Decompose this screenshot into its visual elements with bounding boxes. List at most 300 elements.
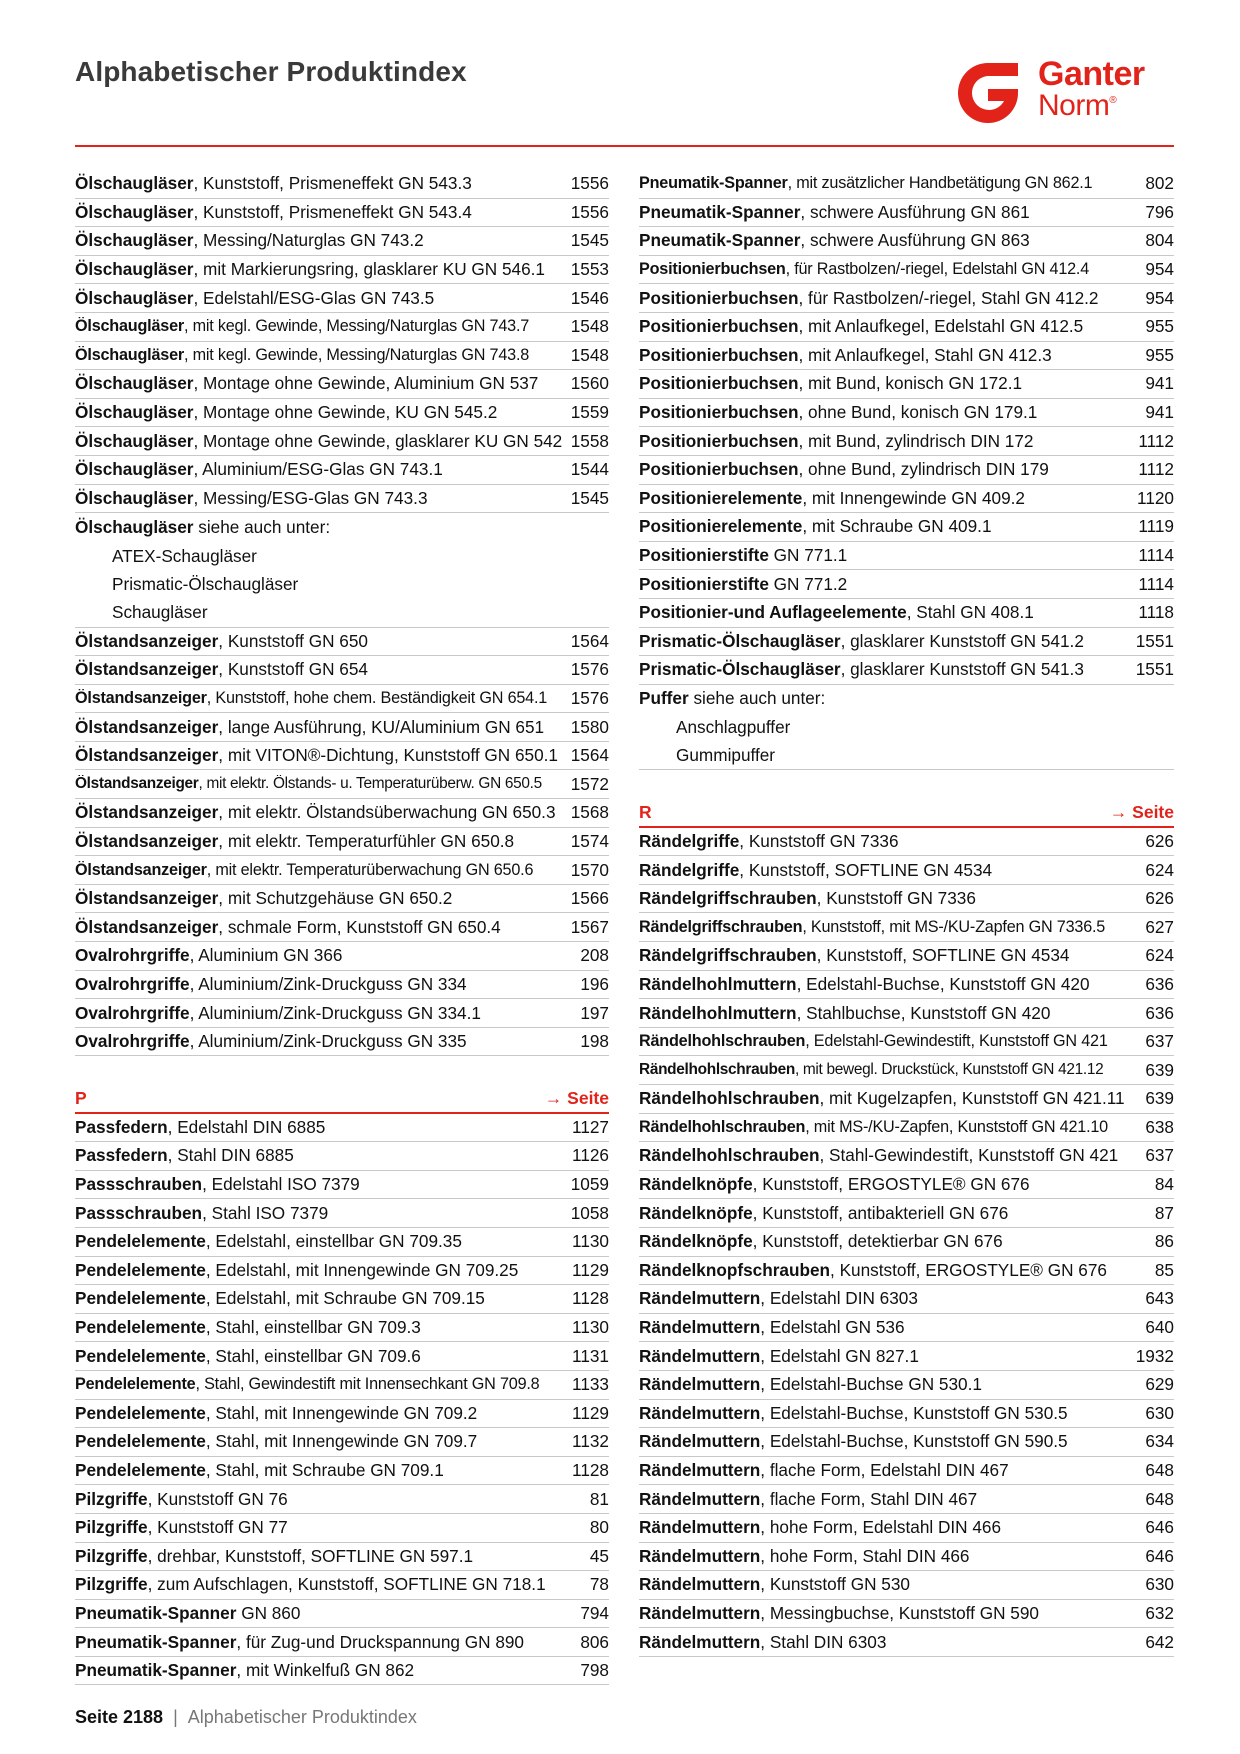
entry-text [639,974,1090,995]
entry-description: , mit kegl. Gewinde, Messing/Naturglas GN 743.8 [183,345,530,364]
index-entry [75,256,609,285]
entry-description: , Kunststoff GN 77 [147,1517,288,1538]
entry-text [75,831,514,852]
entry-keyword: Pneumatik-Spanner [639,201,801,222]
index-entry [75,770,609,799]
entry-description: , Edelstahl-Buchse, Kunststoff GN 590.5 [760,1431,1068,1452]
section-header-r [639,799,1174,828]
logo-registered-mark: ® [1109,95,1117,106]
index-entry [75,656,609,685]
entry-text [75,1517,288,1538]
entry-text [639,1088,1125,1109]
ganter-logo-icon [950,59,1026,127]
entry-text [639,1145,1118,1166]
entry-text [75,1660,414,1681]
entry-page-number: 802 [1145,173,1174,194]
entry-keyword: Pneumatik-Spanner [75,1602,237,1623]
entry-keyword: Pilzgriffe [75,1517,148,1538]
index-entry [639,828,1174,857]
entry-description: siehe auch unter: [193,516,331,537]
index-entry [639,1199,1174,1228]
brand-logo [950,55,1175,131]
entry-keyword: Positionier-und Auflageelemente [639,602,907,623]
index-entry [75,399,609,428]
entry-keyword: Ölstandsanzeiger [75,802,219,823]
logo-word-ganter: Ganter [1038,55,1145,93]
entry-text [75,202,472,223]
section-page-label: → Seite [544,1087,609,1108]
entry-page-number: 1128 [572,1288,609,1309]
entry-page-number: 1558 [570,430,609,451]
entry-page-number: 629 [1145,1374,1174,1395]
entry-page-number: 198 [580,1031,609,1052]
entry-keyword: Rändelmuttern [639,1374,761,1395]
entry-text [639,688,825,709]
entry-page-number: 1564 [570,630,609,651]
page-title: Alphabetischer Produktindex [75,56,467,87]
entry-text [639,1260,1107,1281]
entry-keyword: Rändelmuttern [639,1288,761,1309]
entry-description: , mit Innengewinde GN 409.2 [802,487,1025,508]
entry-text [75,1431,477,1452]
entry-text [639,945,1069,966]
entry-page-number: 626 [1145,830,1174,851]
entry-page-number: 648 [1145,1488,1174,1509]
entry-description: , Stahl DIN 6303 [760,1631,887,1652]
entry-description: ATEX-Schaugläser [112,545,257,566]
entry-text [639,1317,905,1338]
index-entry [75,1400,609,1429]
entry-description: , mit Bund, konisch GN 172.1 [798,373,1023,394]
entry-text [75,1460,444,1481]
entry-keyword: Positionierbuchsen [639,260,786,279]
entry-description: , Montage ohne Gewinde, Aluminium GN 537 [193,373,539,394]
index-entry [75,1028,609,1057]
entry-keyword: Ölstandsanzeiger [75,888,219,909]
index-entry [639,513,1174,542]
entry-description: , Messing/ESG-Glas GN 743.3 [193,487,428,508]
entry-keyword: Ölschaugläser [75,201,194,222]
entry-description: , Stahl DIN 6885 [167,1145,294,1166]
entry-description: , schmale Form, Kunststoff GN 650.4 [218,916,501,937]
entry-description: , Edelstahl-Buchse, Kunststoff GN 530.5 [760,1402,1068,1423]
index-entry [75,1199,609,1228]
entry-page-number: 80 [589,1517,609,1538]
entry-keyword: Rändelhohlschrauben [639,1117,806,1136]
entry-description: , Stahl, einstellbar GN 709.6 [205,1345,421,1366]
index-entry [639,1457,1174,1486]
entry-description: , mit MS-/KU-Zapfen, Kunststoff GN 421.10 [805,1117,1108,1136]
entry-keyword: Ölschaugläser [75,287,194,308]
entry-description: , Kunststoff, mit MS-/KU-Zapfen GN 7336.5 [802,917,1106,936]
entry-text [75,1203,328,1224]
entry-description: , für Rastbolzen/-riegel, Edelstahl GN 412.4 [785,260,1090,279]
entry-page-number: 646 [1145,1545,1174,1566]
entry-text [75,974,467,995]
index-entry [75,713,609,742]
entry-text [639,1061,1103,1079]
entry-page-number: 1129 [572,1259,609,1280]
entry-keyword: Rändelgriffe [639,859,740,880]
entry-text [75,631,368,652]
footer-page-number: Seite 2188 [75,1707,164,1727]
entry-description: , hohe Form, Edelstahl DIN 466 [760,1517,1002,1538]
entry-page-number: 796 [1145,201,1174,222]
section-page-label: → Seite [1109,801,1174,822]
index-entry [639,1285,1174,1314]
entry-description: , glasklarer Kunststoff GN 541.2 [840,630,1084,651]
entry-description: Gummipuffer [676,745,776,766]
entry-keyword: Rändelmuttern [639,1602,761,1623]
entry-page-number: 1132 [572,1431,609,1452]
see-also-item [639,713,1174,742]
entry-page-number: 1556 [570,173,609,194]
entry-text [75,459,443,480]
entry-page-number: 1567 [570,916,609,937]
entry-text [639,431,1034,452]
entry-keyword: Positionierstifte [639,573,769,594]
index-entry [75,227,609,256]
entry-keyword: Positionierbuchsen [639,430,799,451]
entry-description: , Kunststoff, SOFTLINE GN 4534 [739,859,993,880]
entry-text [639,545,847,566]
entry-page-number: 1576 [570,687,609,708]
index-entry [639,1056,1174,1085]
section-letter: P [75,1087,87,1108]
index-entry [639,1600,1174,1629]
section-letter: R [639,801,652,822]
entry-keyword: Pilzgriffe [75,1574,148,1595]
entry-description: Schaugläser [112,602,208,623]
entry-page-number: 639 [1145,1088,1174,1109]
entry-text [75,230,424,251]
entry-keyword: Ölstandsanzeiger [75,716,219,737]
entry-description: , Kunststoff, ERGOSTYLE® GN 676 [830,1259,1107,1280]
index-entry [639,856,1174,885]
index-entry [75,1285,609,1314]
entry-description: , mit elektr. Ölstandsüberwachung GN 650.3 [218,802,556,823]
entry-keyword: Rändelknöpfe [639,1174,753,1195]
header-rule [75,145,1174,147]
entry-page-number: 1551 [1135,659,1174,680]
entry-keyword: Pendelelemente [75,1317,206,1338]
entry-description: , Stahlbuchse, Kunststoff GN 420 [796,1002,1051,1023]
entry-text [75,1031,467,1052]
index-entry [639,456,1174,485]
entry-text [112,602,208,623]
index-entry [639,1571,1174,1600]
entry-description: , Kunststoff GN 7336 [816,888,976,909]
entry-description: , Aluminium/ESG-Glas GN 743.1 [193,459,443,480]
entry-text [75,1603,300,1624]
index-entry [75,485,609,514]
entry-description: , Edelstahl ISO 7379 [202,1174,360,1195]
entry-page-number: 639 [1145,1059,1174,1080]
entry-text [639,316,1083,337]
entry-text [676,745,775,766]
entry-keyword: Rändelknöpfe [639,1231,753,1252]
index-entry [639,313,1174,342]
entry-keyword: Rändelhohlschrauben [639,1088,820,1109]
entry-text [75,173,472,194]
entry-keyword: Positionierelemente [639,516,803,537]
index-entry [639,1228,1174,1257]
entry-page-number: 1545 [570,230,609,251]
entry-keyword: Ölstandsanzeiger [75,630,219,651]
entry-description: , Edelstahl GN 536 [760,1317,905,1338]
entry-description: , mit elektr. Ölstands- u. Temperaturüberw. GN 650.5 [198,775,542,793]
entry-text [75,1288,485,1309]
entry-keyword: Rändelmuttern [639,1460,761,1481]
entry-page-number: 1546 [570,287,609,308]
index-entry [75,1228,609,1257]
entry-text [75,1375,539,1394]
entry-text [639,1403,1068,1424]
entry-text [639,1118,1108,1137]
entry-text [75,1260,518,1281]
index-entry [639,1171,1174,1200]
entry-page-number: 1574 [570,830,609,851]
entry-text [75,861,533,880]
entry-text [639,516,992,537]
entry-description: , mit Anlaufkegel, Edelstahl GN 412.5 [798,316,1084,337]
entry-keyword: Passschrauben [75,1202,203,1223]
entry-page-number: 1548 [570,316,609,337]
entry-text [75,488,428,509]
index-entry [75,913,609,942]
entry-page-number: 1568 [570,802,609,823]
entry-keyword: Ölstandsanzeiger [75,775,199,793]
entry-page-number: 630 [1145,1574,1174,1595]
entry-description: , mit Schraube GN 409.1 [802,516,992,537]
entry-keyword: Prismatic-Ölschaugläser [639,630,841,651]
entry-text [75,945,342,966]
entry-keyword: Pneumatik-Spanner [75,1660,237,1681]
entry-text [639,831,899,852]
entry-text [639,1346,919,1367]
entry-keyword: Rändelmuttern [639,1488,761,1509]
entry-text [639,631,1084,652]
index-entry [639,256,1174,285]
entry-description: GN 771.2 [768,573,848,594]
index-entry [75,971,609,1000]
entry-text [75,1546,473,1567]
entry-text [639,659,1084,680]
index-entry [639,1628,1174,1657]
index-entry [639,170,1174,199]
entry-text [75,1174,360,1195]
logo-word-norm: Norm® [1038,89,1117,122]
entry-description: , Stahl, Gewindestift mit Innensechkant GN 709.8 [195,1375,540,1394]
entry-text [639,1574,910,1595]
entry-page-number: 624 [1145,859,1174,880]
entry-keyword: Pneumatik-Spanner [75,1631,237,1652]
entry-description: , Kunststoff, hohe chem. Beständigkeit GN 654.1 [206,688,548,707]
entry-keyword: Positionierstifte [639,545,769,566]
section-header-p [75,1085,609,1114]
index-column-right [639,170,1174,1657]
entry-page-number: 1129 [572,1402,609,1423]
index-entry [639,227,1174,256]
entry-text [639,373,1022,394]
entry-page-number: 1120 [1137,487,1174,508]
index-entry [639,1514,1174,1543]
entry-page-number: 1553 [570,259,609,280]
entry-keyword: Rändelknopfschrauben [639,1259,831,1280]
entry-text [75,1317,421,1338]
index-entry [639,1114,1174,1143]
entry-description: , mit Bund, zylindrisch DIN 172 [798,430,1034,451]
entry-page-number: 1570 [570,859,609,880]
entry-keyword: Positionierbuchsen [639,344,799,365]
entry-text [75,888,452,909]
entry-page-number: 624 [1145,945,1174,966]
entry-keyword: Rändelmuttern [639,1345,761,1366]
index-entry [75,513,609,542]
entry-page-number: 87 [1154,1202,1174,1223]
entry-page-number: 804 [1145,230,1174,251]
entry-text [639,459,1049,480]
index-entry [639,199,1174,228]
entry-keyword: Ölschaugläser [75,230,194,251]
index-entry [639,1543,1174,1572]
entry-keyword: Positionierbuchsen [639,287,799,308]
entry-description: , Aluminium/Zink-Druckguss GN 335 [189,1031,467,1052]
index-entry [639,942,1174,971]
entry-description: , für Zug-und Druckspannung GN 890 [236,1631,524,1652]
entry-keyword: Prismatic-Ölschaugläser [639,659,841,680]
entry-page-number: 1128 [572,1460,609,1481]
index-entry [639,599,1174,628]
entry-keyword: Passfedern [75,1116,168,1137]
index-entry [75,427,609,456]
entry-description: , Montage ohne Gewinde, glasklarer KU GN 542 [193,430,563,451]
entry-page-number: 1560 [570,373,609,394]
entry-keyword: Rändelgriffschrauben [639,888,817,909]
index-entry [639,370,1174,399]
entry-keyword: Rändelgriffe [639,830,740,851]
entry-keyword: Pendelelemente [75,1460,206,1481]
index-entry [639,1028,1174,1057]
index-entry [75,1485,609,1514]
entry-page-number: 78 [589,1574,609,1595]
entry-text [75,288,434,309]
index-entry [75,1543,609,1572]
entry-text [639,1003,1050,1024]
entry-keyword: Rändelknöpfe [639,1202,753,1223]
entry-description: , für Rastbolzen/-riegel, Stahl GN 412.2 [798,287,1099,308]
entry-description: , Edelstahl-Buchse, Kunststoff GN 420 [796,973,1090,994]
entry-keyword: Rändelmuttern [639,1517,761,1538]
entry-description: , Kunststoff, Prismeneffekt GN 543.4 [193,201,472,222]
index-entry [639,1342,1174,1371]
entry-page-number: 638 [1145,1116,1174,1137]
entry-text [639,488,1025,509]
entry-text [639,1517,1001,1538]
index-entry [75,1257,609,1286]
entry-page-number: 1932 [1135,1345,1174,1366]
entry-page-number: 1118 [1138,602,1174,623]
entry-description: , lange Ausführung, KU/Aluminium GN 651 [218,716,545,737]
entry-text [639,230,1030,251]
index-entry [75,284,609,313]
index-entry [75,1600,609,1629]
entry-keyword: Ölstandsanzeiger [75,688,207,707]
entry-description: , Kunststoff GN 654 [218,659,368,680]
entry-keyword: Pneumatik-Spanner [639,174,788,193]
entry-page-number: 637 [1145,1031,1174,1052]
entry-text [639,1603,1039,1624]
index-entry [639,1485,1174,1514]
entry-description: , mit Schutzgehäuse GN 650.2 [218,888,453,909]
entry-keyword: Ölschaugläser [75,259,194,280]
entry-page-number: 1580 [570,716,609,737]
entry-text [75,1632,524,1653]
entry-text [75,1145,294,1166]
entry-description: , Edelstahl GN 827.1 [760,1345,919,1366]
index-entry [639,971,1174,1000]
entry-description: GN 860 [236,1602,301,1623]
entry-text [639,1231,1003,1252]
index-column-left [75,170,609,1685]
entry-page-number: 1058 [570,1202,609,1223]
entry-keyword: Pilzgriffe [75,1488,148,1509]
entry-page-number: 1114 [1138,573,1174,594]
entry-page-number: 208 [580,945,609,966]
entry-text [639,602,1034,623]
entry-text [639,1174,1030,1195]
entry-keyword: Ölschaugläser [75,459,194,480]
entry-keyword: Ölschaugläser [75,373,194,394]
entry-description: , Kunststoff GN 530 [760,1574,910,1595]
index-entry [639,1314,1174,1343]
entry-description: , Stahl, einstellbar GN 709.3 [205,1317,421,1338]
entry-text [75,745,558,766]
entry-page-number: 954 [1145,287,1174,308]
index-entry [639,284,1174,313]
entry-text [75,431,562,452]
entry-page-number: 1544 [570,459,609,480]
entry-description: , Edelstahl/ESG-Glas GN 743.5 [193,287,435,308]
entry-keyword: Rändelhohlmuttern [639,973,797,994]
entry-keyword: Rändelgriffschrauben [639,917,803,936]
entry-keyword: Ölschaugläser [75,317,184,336]
entry-text [75,659,368,680]
index-entry [75,1114,609,1143]
index-entry [639,485,1174,514]
section-spacer [639,770,1174,799]
entry-page-number: 646 [1145,1517,1174,1538]
entry-keyword: Pendelelemente [75,1345,206,1366]
index-entry [75,1657,609,1686]
entry-description: , Edelstahl, mit Innengewinde GN 709.25 [205,1259,519,1280]
entry-keyword: Passfedern [75,1145,168,1166]
entry-page-number: 1545 [570,487,609,508]
entry-keyword: Puffer [639,688,689,709]
entry-keyword: Rändelmuttern [639,1545,761,1566]
index-entry [75,942,609,971]
entry-page-number: 1130 [572,1317,609,1338]
index-entry [75,628,609,657]
entry-page-number: 84 [1154,1174,1174,1195]
entry-keyword: Ölstandsanzeiger [75,659,219,680]
entry-description: , Stahl, mit Innengewinde GN 709.2 [205,1402,478,1423]
entry-page-number: 941 [1145,373,1174,394]
entry-page-number: 1130 [572,1231,609,1252]
entry-page-number: 1126 [572,1145,609,1166]
entry-description: , schwere Ausführung GN 861 [800,201,1030,222]
entry-description: , mit Anlaufkegel, Stahl GN 412.3 [798,344,1052,365]
